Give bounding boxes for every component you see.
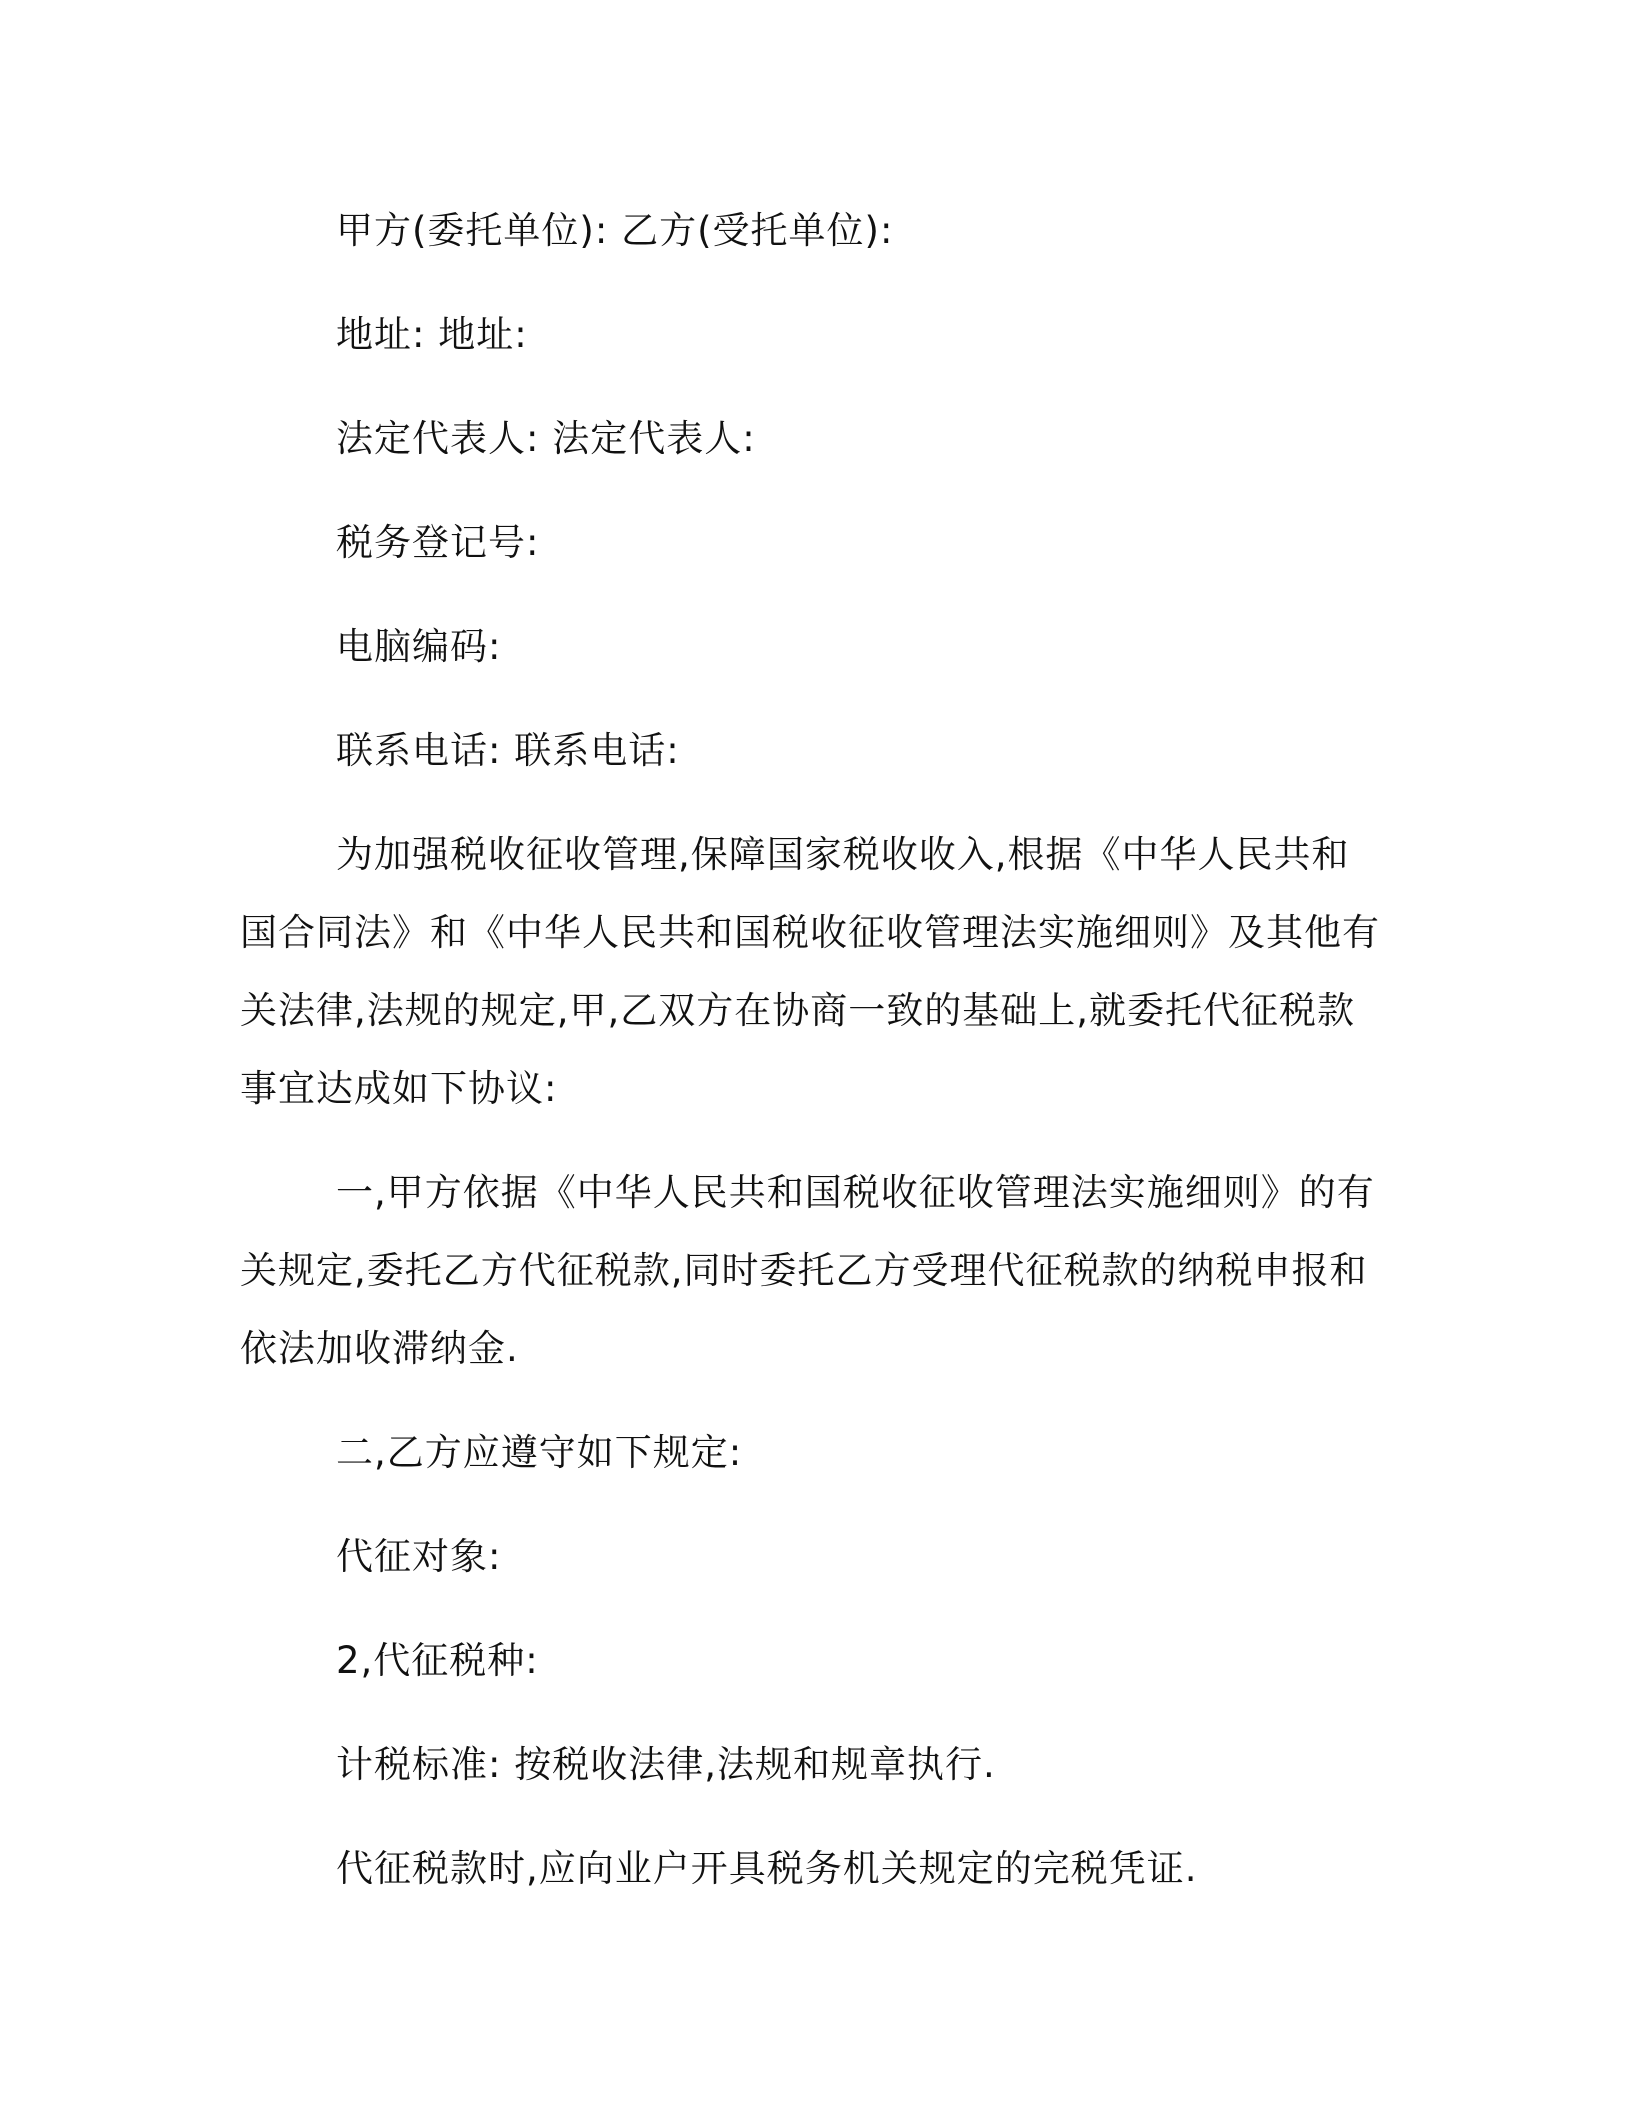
clause-one-paragraph: 一,甲方依据《中华人民共和国税收征收管理法实施细则》的有关规定,委托乙方代征税款,同时委托乙方受理代征税款的纳税申报和依法加收滞纳金. [240,1171,1375,1370]
document-body [240,192,1380,1934]
address-line: 地址: 地址: [336,313,528,356]
legal-representative-line: 法定代表人: 法定代表人: [336,417,756,460]
party-line: 甲方(委托单位): 乙方(受托单位): [336,209,894,252]
computer-code-line: 电脑编码: [336,625,502,668]
clause-two-item: 计税标准: 按税收法律,法规和规章执行. [336,1743,996,1786]
clause-two-item: 代征税款时,应向业户开具税务机关规定的完税凭证. [336,1847,1198,1890]
clause-two-heading: 二,乙方应遵守如下规定: [336,1431,743,1474]
tax-registration-line: 税务登记号: [336,521,540,564]
intro-paragraph: 为加强税收征收管理,保障国家税收收入,根据《中华人民共和国合同法》和《中华人民共和国税收征收管理法实施细则》及其他有关法律,法规的规定,甲,乙双方在协商一致的基础上,就委托代征税款事宜达成如下协议: [240,833,1380,1110]
clause-two-item: 代征对象: [336,1535,502,1578]
contact-phone-line: 联系电话: 联系电话: [336,729,680,772]
clause-two-item: 2,代征税种: [336,1639,539,1682]
